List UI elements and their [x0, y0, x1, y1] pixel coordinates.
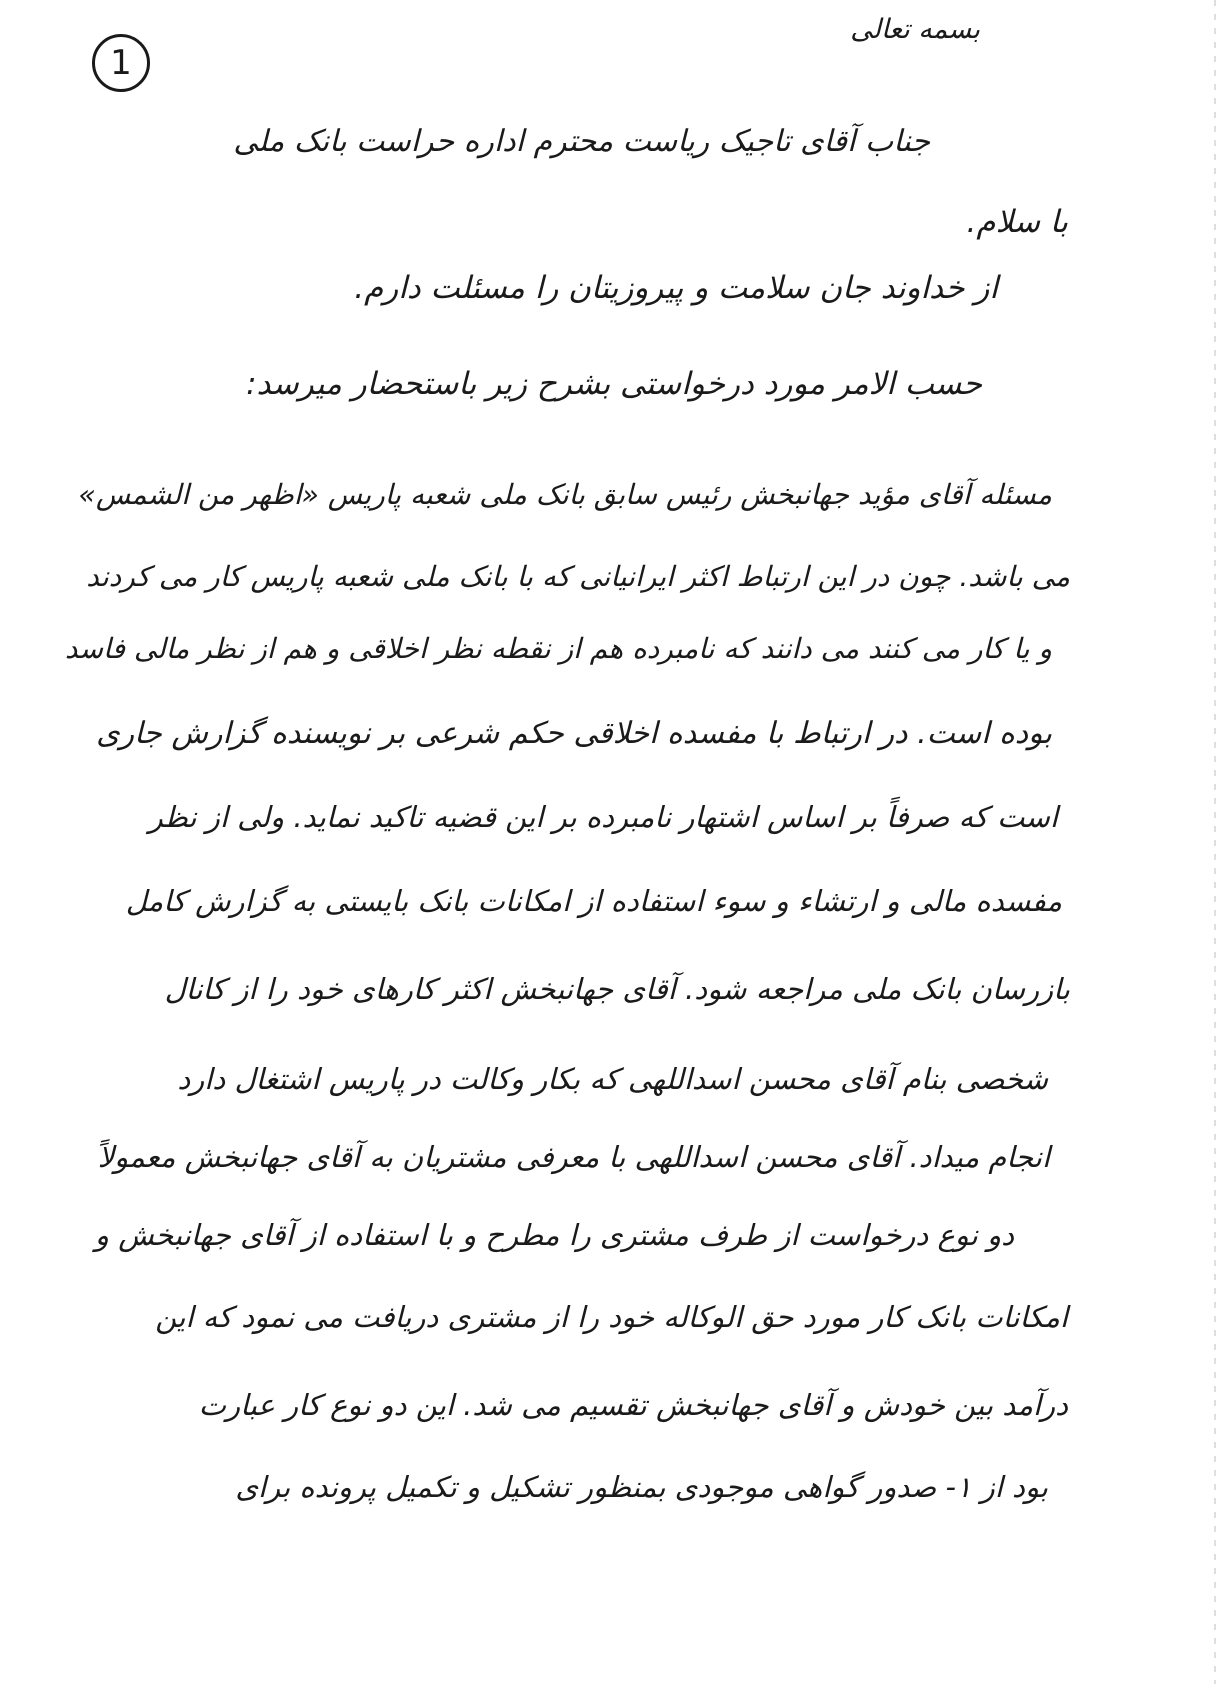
addressee-line: جناب آقای تاجیک ریاست محترم اداره حراست بانک ملی	[233, 124, 930, 159]
body-line: درآمد بین خودش و آقای جهانبخش تقسیم می شد. این دو نوع کار عبارت	[198, 1388, 1068, 1422]
salutation-line: با سلام.	[966, 204, 1068, 240]
body-line: است که صرفاً بر اساس اشتهار نامبرده بر این قضیه تاکید نماید. ولی از نظر	[148, 800, 1058, 834]
page-number-circle: 1	[92, 34, 150, 92]
letter-header: بسمه تعالی	[850, 14, 980, 45]
body-line: و یا کار می کنند می دانند که نامبرده هم از نقطه نظر اخلاقی و هم از نظر مالی فاسد	[64, 632, 1052, 665]
body-line: انجام میداد. آقای محسن اسداللهی با معرفی مشتریان به آقای جهانبخش معمولاً	[97, 1140, 1050, 1174]
body-line: می باشد. چون در این ارتباط اکثر ایرانیانی که با بانک ملی شعبه پاریس کار می کردند	[86, 560, 1070, 593]
body-line: بوده است. در ارتباط با مفسده اخلاقی حکم شرعی بر نویسنده گزارش جاری	[96, 716, 1052, 751]
body-line: شخصی بنام آقای محسن اسداللهی که بکار وکالت در پاریس اشتغال دارد	[177, 1062, 1048, 1096]
scan-edge-mark	[1214, 0, 1216, 1684]
body-line: مفسده مالی و ارتشاء و سوء استفاده از امکانات بانک بایستی به گزارش کامل	[125, 884, 1062, 918]
greeting-line: از خداوند جان سلامت و پیروزیتان را مسئلت دارم.	[354, 270, 998, 306]
body-line: مسئله آقای مؤید جهانبخش رئیس سابق بانک ملی شعبه پاریس «اظهر من الشمس»	[78, 478, 1052, 511]
intro-line: حسب الامر مورد درخواستی بشرح زیر باستحضار میرسد:	[246, 366, 982, 402]
body-line: دو نوع درخواست از طرف مشتری را مطرح و با استفاده از آقای جهانبخش و	[95, 1218, 1014, 1252]
body-line: امکانات بانک کار مورد حق الوکاله خود را از مشتری دریافت می نمود که این	[155, 1300, 1068, 1334]
body-line: بازرسان بانک ملی مراجعه شود. آقای جهانبخش اکثر کارهای خود را از کانال	[164, 972, 1070, 1006]
body-line: بود از ۱- صدور گواهی موجودی بمنظور تشکیل و تکمیل پرونده برای	[235, 1470, 1048, 1504]
